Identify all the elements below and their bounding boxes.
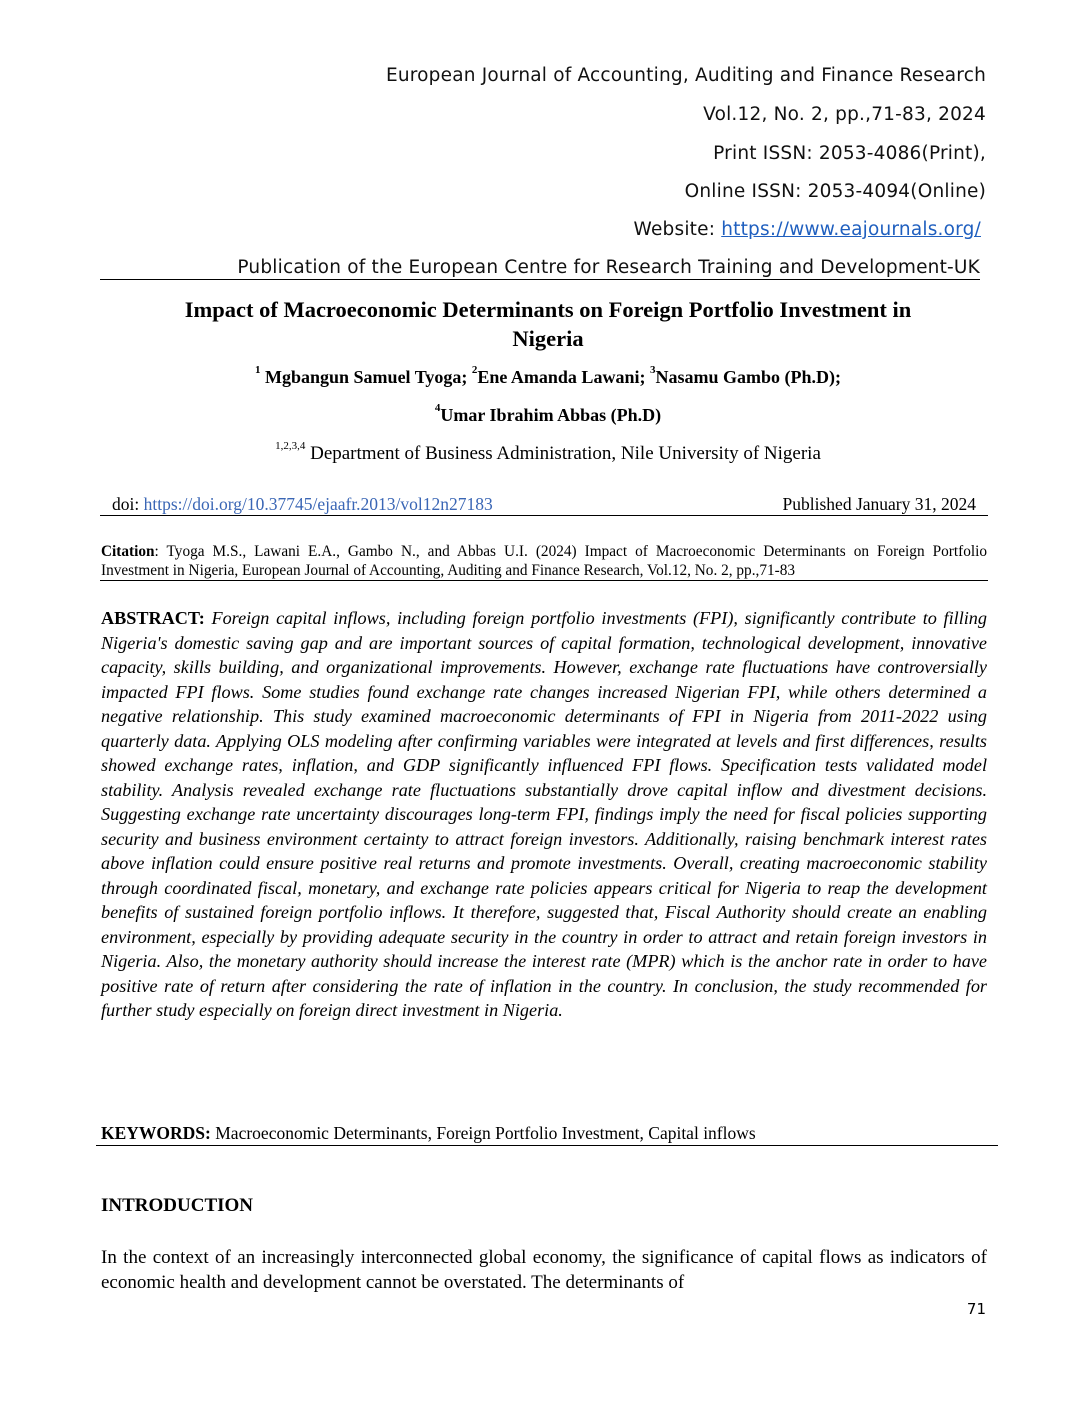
abstract-text: Foreign capital inflows, including foreign portfolio investments (FPI), significantly contribute to filling Nigeria's domestic saving gap and are important sources of capital formation, technological development, innovative capacity, skills building, and organizational improvements. However, exchange rate fluctuations have controversially impacted FPI flows. Some studies found exchange rate changes increased Nigerian FPI, while others determined a negative relationship. This study examined macroeconomic determinants of FPI in Nigeria from 2011-2022 using quarterly data. Applying OLS modeling after confirming variables were integrated at levels and first differences, results showed exchange rates, inflation, and GDP significantly influenced FPI flows. Specification tests validated model stability. Analysis revealed exchange rate fluctuations substantially drove capital inflow and divestment decisions. Suggesting exchange rate uncertainty discourages long-term FPI, findings imply the need for fiscal policies supporting security and business environment certainty to attract foreign investors. Additionally, raising benchmark interest rates above inflation could ensure positive real returns and promote investments. Overall, creating macroeconomic stability through coordinated fiscal, monetary, and exchange rate policies appears critical for Nigeria to reap the development benefits of sustained foreign portfolio inflows. It therefore, suggested that, Fiscal Authority should create an enabling environment, especially by providing adequate security in the country in order to attract and retain foreign investors in Nigeria. Also, the monetary authority should increase the interest rate (MPR) which is the anchor rate in order to have positive rate of return after considering the rate of inflation in the country. In conclusion, the study recommended for further study especially on foreign direct investment in Nigeria.: [101, 608, 987, 1020]
citation-label: Citation: [101, 543, 155, 560]
introduction-paragraph: In the context of an increasingly interconnected global economy, the significance of capital flows as indicators of economic health and development cannot be overstated. The determinants of: [101, 1247, 987, 1293]
journal-name: European Journal of Accounting, Auditing and Finance Research: [385, 65, 986, 86]
print-issn: Print ISSN: 2053-4086(Print),: [713, 143, 986, 164]
abstract-label: ABSTRACT:: [101, 608, 205, 628]
website-label: Website:: [633, 219, 722, 240]
author-list-line-1: [100, 364, 996, 388]
author-sup: 3: [649, 364, 656, 376]
author-sup: 2: [471, 364, 478, 376]
doi-line: [112, 494, 493, 515]
website-line: [634, 219, 981, 240]
abstract: [101, 606, 987, 1023]
keywords-label: KEYWORDS:: [101, 1123, 211, 1143]
author-sup: 1: [255, 364, 261, 376]
published-date: Published January 31, 2024: [782, 494, 976, 514]
affiliation-sup: 1,2,3,4: [275, 440, 306, 452]
title-line-1: Impact of Macroeconomic Determinants on Foreign Portfolio Investment in: [184, 297, 912, 322]
citation-rule: [100, 580, 988, 581]
author-name: Mgbangun Samuel Tyoga;: [260, 367, 472, 387]
publisher-line: Publication of the European Centre for Research Training and Development-UK: [237, 257, 980, 278]
online-issn: Online ISSN: 2053-4094(Online): [684, 181, 986, 202]
author-sup: 4: [434, 402, 441, 414]
author-list-line-2: [100, 402, 996, 426]
author-name: Umar Ibrahim Abbas (Ph.D): [440, 405, 662, 425]
citation-text: : Tyoga M.S., Lawani E.A., Gambo N., and Abbas U.I. (2024) Impact of Macroeconomic Determinants on Foreign Portfolio Investment in Nigeria, European Journal of Accounting, Auditing and Finance Research, Vol.12, No. 2, pp.,71-83: [101, 543, 987, 579]
keywords-text: Macroeconomic Determinants, Foreign Portfolio Investment, Capital inflows: [210, 1123, 756, 1143]
citation: [101, 542, 987, 580]
doi-label: doi:: [112, 494, 144, 514]
volume-info: Vol.12, No. 2, pp.,71-83, 2024: [703, 104, 986, 125]
doi-rule: [100, 515, 988, 516]
author-name: Ene Amanda Lawani;: [477, 367, 650, 387]
keywords: [101, 1123, 756, 1144]
introduction-heading: INTRODUCTION: [101, 1195, 254, 1216]
header-rule: [100, 279, 980, 280]
author-name: Nasamu Gambo (Ph.D);: [655, 367, 841, 387]
paper-title: [100, 295, 996, 353]
doi-link[interactable]: https://doi.org/10.37745/ejaafr.2013/vol12n27183: [143, 494, 493, 514]
title-line-2: Nigeria: [512, 326, 584, 351]
affiliation-text: Department of Business Administration, Nile University of Nigeria: [305, 443, 821, 464]
affiliation: [100, 440, 996, 465]
website-link[interactable]: https://www.eajournals.org/: [721, 219, 981, 240]
keywords-rule: [96, 1145, 998, 1146]
page-number: 71: [966, 1300, 986, 1318]
